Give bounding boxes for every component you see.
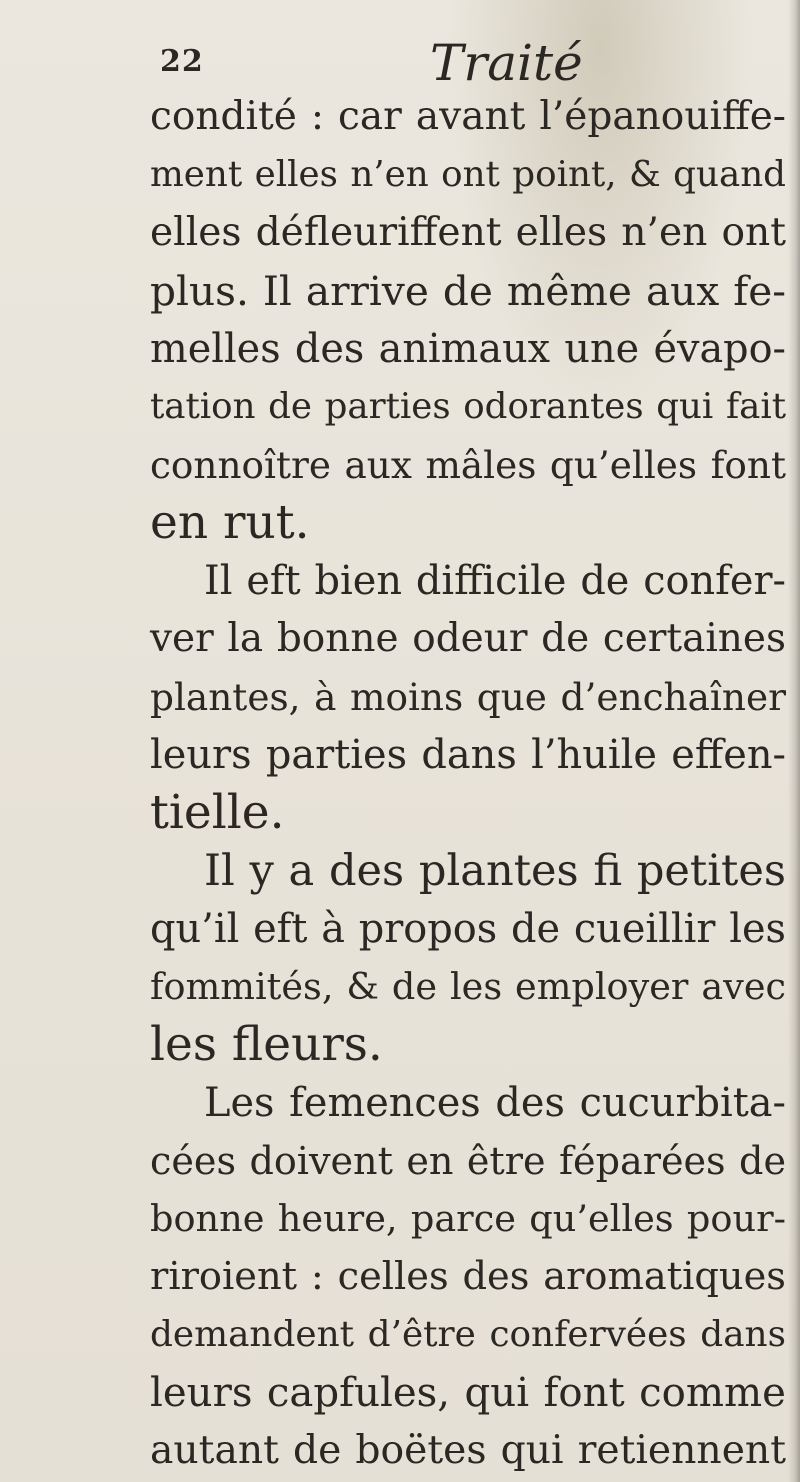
paragraph-start-line: Les femences des cucurbita- <box>204 1080 786 1126</box>
text-line: plus. Il arrive de même aux fe- <box>150 267 786 315</box>
text-line: les fleurs. <box>150 1017 383 1072</box>
text-line: qu’il eft à propos de cueillir les <box>150 906 786 952</box>
page-edge-shadow <box>788 0 800 1482</box>
text-line: fommités, & de les employer avec <box>150 965 786 1008</box>
text-line: cées doivent en être féparées de <box>150 1139 786 1183</box>
text-line: condité : car avant l’épanouiffe- <box>150 94 786 139</box>
text-line: en rut. <box>150 495 310 550</box>
text-line: riroient : celles des aromatiques <box>150 1254 786 1299</box>
text-line: demandent d’être confervées dans <box>150 1314 786 1355</box>
paragraph-start-line: Il eft bien difficile de confer- <box>204 558 786 604</box>
page-number: 22 <box>160 44 204 79</box>
text-line: plantes, à moins que d’enchaîner <box>150 675 786 719</box>
text-line: elles défleuriffent elles n’en ont <box>150 210 786 255</box>
text-line: tation de parties odorantes qui fait <box>150 386 786 427</box>
text-line: ment elles n’en ont point, & quand <box>150 154 786 195</box>
body-text <box>150 88 786 1480</box>
text-line: ver la bonne odeur de certaines <box>150 616 786 661</box>
text-line: leurs capfules, qui font comme <box>150 1370 786 1416</box>
text-line: autant de boëtes qui retiennent <box>150 1428 786 1473</box>
running-head: Traité <box>430 34 583 92</box>
text-line: bonne heure, parce qu’elles pour- <box>150 1197 786 1240</box>
text-line: connoître aux mâles qu’elles font <box>150 443 786 487</box>
text-line: tielle. <box>150 785 285 840</box>
page-header <box>0 22 800 92</box>
paragraph-start-line: Il y a des plantes fi petites <box>204 846 786 896</box>
text-line: leurs parties dans l’huile effen- <box>150 732 786 778</box>
text-line: melles des animaux une évapo- <box>150 326 786 372</box>
